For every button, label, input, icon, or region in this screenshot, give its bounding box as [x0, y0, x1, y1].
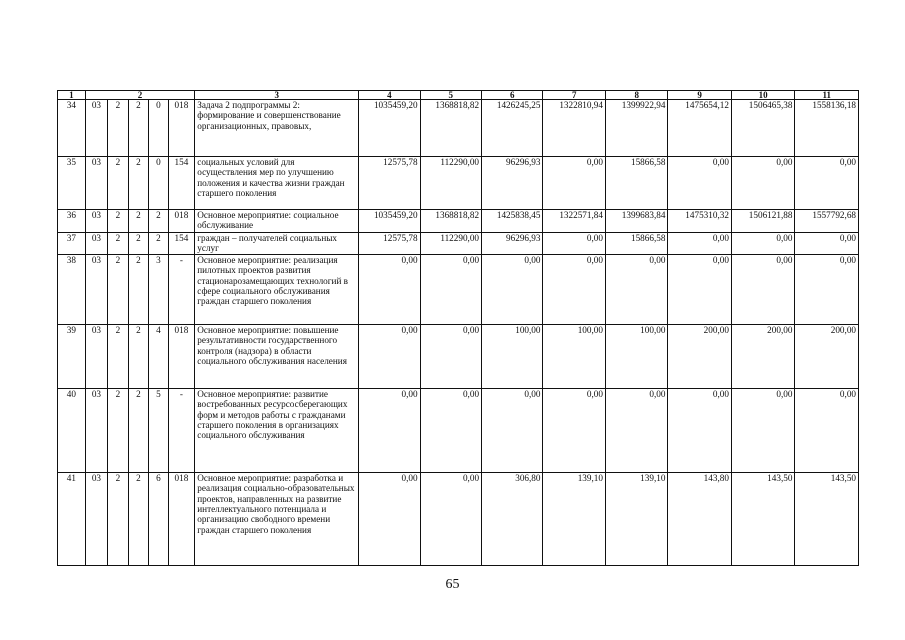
amount-cell: 1399922,94: [605, 100, 667, 157]
amount-cell: 12575,78: [359, 233, 420, 255]
code-cell: 2: [149, 233, 168, 255]
code-cell: 03: [85, 324, 108, 388]
amount-cell: 0,00: [420, 472, 481, 565]
amount-cell: 0,00: [420, 254, 481, 324]
description-cell: социальных условий для осуществления мер по улучшению положения и качества жизни граждан старшего поколения: [195, 157, 359, 210]
amount-cell: 0,00: [543, 254, 605, 324]
code-cell: 2: [108, 472, 128, 565]
code-cell: 2: [108, 210, 128, 233]
code-cell: 2: [108, 100, 128, 157]
code-cell: 2: [128, 324, 148, 388]
amount-cell: 1558136,18: [795, 100, 859, 157]
amount-cell: 1557792,68: [795, 210, 859, 233]
code-cell: 03: [85, 233, 108, 255]
amount-cell: 1399683,84: [605, 210, 667, 233]
amount-cell: 143,50: [731, 472, 795, 565]
description-cell: Основное мероприятие: развитие востребованных ресурсосберегающих форм и методов работы с гражданами старшего поколения в организациях социального обслуживания: [195, 388, 359, 472]
header-cell: 10: [731, 91, 795, 100]
header-cell: 1: [58, 91, 86, 100]
code-cell: 5: [149, 388, 168, 472]
code-cell: 2: [128, 472, 148, 565]
code-cell: -: [168, 254, 195, 324]
amount-cell: 100,00: [482, 324, 543, 388]
amount-cell: 1475310,32: [668, 210, 732, 233]
description-cell: Основное мероприятие: социальное обслуживание: [195, 210, 359, 233]
amount-cell: 0,00: [359, 472, 420, 565]
header-cell: 3: [195, 91, 359, 100]
description-cell: граждан – получателей социальных услуг: [195, 233, 359, 255]
row-number-cell: 36: [58, 210, 86, 233]
amount-cell: 1506121,88: [731, 210, 795, 233]
code-cell: 0: [149, 157, 168, 210]
description-cell: Задача 2 подпрограммы 2: формирование и совершенствование организационных, правовых,: [195, 100, 359, 157]
page-number: 65: [445, 577, 460, 592]
code-cell: 03: [85, 254, 108, 324]
amount-cell: 0,00: [731, 157, 795, 210]
amount-cell: 0,00: [668, 254, 732, 324]
code-cell: 2: [128, 254, 148, 324]
amount-cell: 1035459,20: [359, 210, 420, 233]
amount-cell: 0,00: [731, 233, 795, 255]
amount-cell: 1322810,94: [543, 100, 605, 157]
row-number-cell: 35: [58, 157, 86, 210]
amount-cell: 0,00: [359, 254, 420, 324]
code-cell: 154: [168, 233, 195, 255]
code-cell: 2: [108, 233, 128, 255]
amount-cell: 1368818,82: [420, 100, 481, 157]
row-number-cell: 34: [58, 100, 86, 157]
row-number-cell: 39: [58, 324, 86, 388]
amount-cell: 1426245,25: [482, 100, 543, 157]
header-cell: 4: [359, 91, 420, 100]
header-row: [58, 91, 859, 100]
code-cell: 2: [108, 324, 128, 388]
amount-cell: 143,50: [795, 472, 859, 565]
amount-cell: 1475654,12: [668, 100, 732, 157]
description-cell: Основное мероприятие: реализация пилотных проектов развития стационарозамещающих технологий в сфере социального обслуживания граждан старшего поколения: [195, 254, 359, 324]
header-cell: 7: [543, 91, 605, 100]
code-cell: -: [168, 388, 195, 472]
amount-cell: 0,00: [731, 254, 795, 324]
code-cell: 154: [168, 157, 195, 210]
code-cell: 3: [149, 254, 168, 324]
table-row: [58, 210, 859, 233]
amount-cell: 112290,00: [420, 157, 481, 210]
code-cell: 03: [85, 388, 108, 472]
amount-cell: 0,00: [795, 233, 859, 255]
amount-cell: 1035459,20: [359, 100, 420, 157]
table-row: [58, 472, 859, 565]
amount-cell: 1368818,82: [420, 210, 481, 233]
amount-cell: 100,00: [543, 324, 605, 388]
row-number-cell: 38: [58, 254, 86, 324]
amount-cell: 0,00: [731, 388, 795, 472]
amount-cell: 0,00: [359, 324, 420, 388]
amount-cell: 0,00: [420, 388, 481, 472]
table-row: [58, 100, 859, 157]
amount-cell: 100,00: [605, 324, 667, 388]
amount-cell: 15866,58: [605, 233, 667, 255]
amount-cell: 0,00: [359, 388, 420, 472]
description-cell: Основное мероприятие: повышение результативности государственного контроля (надзора) в области социального обслуживания населения: [195, 324, 359, 388]
amount-cell: 0,00: [668, 233, 732, 255]
amount-cell: 0,00: [668, 388, 732, 472]
code-cell: 2: [128, 233, 148, 255]
amount-cell: 0,00: [543, 157, 605, 210]
amount-cell: 1506465,38: [731, 100, 795, 157]
code-cell: 2: [128, 157, 148, 210]
code-cell: 0: [149, 100, 168, 157]
table-row: [58, 388, 859, 472]
row-number-cell: 41: [58, 472, 86, 565]
code-cell: 018: [168, 100, 195, 157]
amount-cell: 96296,93: [482, 157, 543, 210]
code-cell: 018: [168, 210, 195, 233]
code-cell: 2: [108, 157, 128, 210]
amount-cell: 139,10: [543, 472, 605, 565]
amount-cell: 200,00: [668, 324, 732, 388]
header-cell: 9: [668, 91, 732, 100]
code-cell: 2: [128, 100, 148, 157]
amount-cell: 1322571,84: [543, 210, 605, 233]
amount-cell: 143,80: [668, 472, 732, 565]
amount-cell: 112290,00: [420, 233, 481, 255]
amount-cell: 306,80: [482, 472, 543, 565]
amount-cell: 0,00: [605, 388, 667, 472]
amount-cell: 96296,93: [482, 233, 543, 255]
table-row: [58, 254, 859, 324]
code-cell: 018: [168, 324, 195, 388]
amount-cell: 0,00: [795, 157, 859, 210]
header-cell: 6: [482, 91, 543, 100]
code-cell: 6: [149, 472, 168, 565]
amount-cell: 139,10: [605, 472, 667, 565]
header-cell: 2: [85, 91, 195, 100]
header-cell: 11: [795, 91, 859, 100]
table-row: [58, 157, 859, 210]
code-cell: 2: [128, 210, 148, 233]
amount-cell: 0,00: [605, 254, 667, 324]
description-cell: Основное мероприятие: разработка и реализация социально-образовательных проектов, направленных на развитие интеллектуального потенциала и организацию свободного времени граждан старшего поколения: [195, 472, 359, 565]
row-number-cell: 37: [58, 233, 86, 255]
amount-cell: 15866,58: [605, 157, 667, 210]
code-cell: 4: [149, 324, 168, 388]
header-cell: 8: [605, 91, 667, 100]
amount-cell: 200,00: [795, 324, 859, 388]
header-cell: 5: [420, 91, 481, 100]
budget-table: [57, 90, 859, 566]
code-cell: 03: [85, 472, 108, 565]
amount-cell: 0,00: [795, 388, 859, 472]
amount-cell: 0,00: [420, 324, 481, 388]
row-number-cell: 40: [58, 388, 86, 472]
amount-cell: 0,00: [795, 254, 859, 324]
code-cell: 2: [149, 210, 168, 233]
amount-cell: 0,00: [482, 388, 543, 472]
code-cell: 018: [168, 472, 195, 565]
code-cell: 2: [108, 254, 128, 324]
amount-cell: 1425838,45: [482, 210, 543, 233]
amount-cell: 12575,78: [359, 157, 420, 210]
code-cell: 2: [128, 388, 148, 472]
code-cell: 2: [108, 388, 128, 472]
amount-cell: 0,00: [543, 388, 605, 472]
table-row: [58, 233, 859, 255]
table-row: [58, 324, 859, 388]
amount-cell: 200,00: [731, 324, 795, 388]
code-cell: 03: [85, 100, 108, 157]
code-cell: 03: [85, 157, 108, 210]
code-cell: 03: [85, 210, 108, 233]
amount-cell: 0,00: [482, 254, 543, 324]
amount-cell: 0,00: [668, 157, 732, 210]
amount-cell: 0,00: [543, 233, 605, 255]
